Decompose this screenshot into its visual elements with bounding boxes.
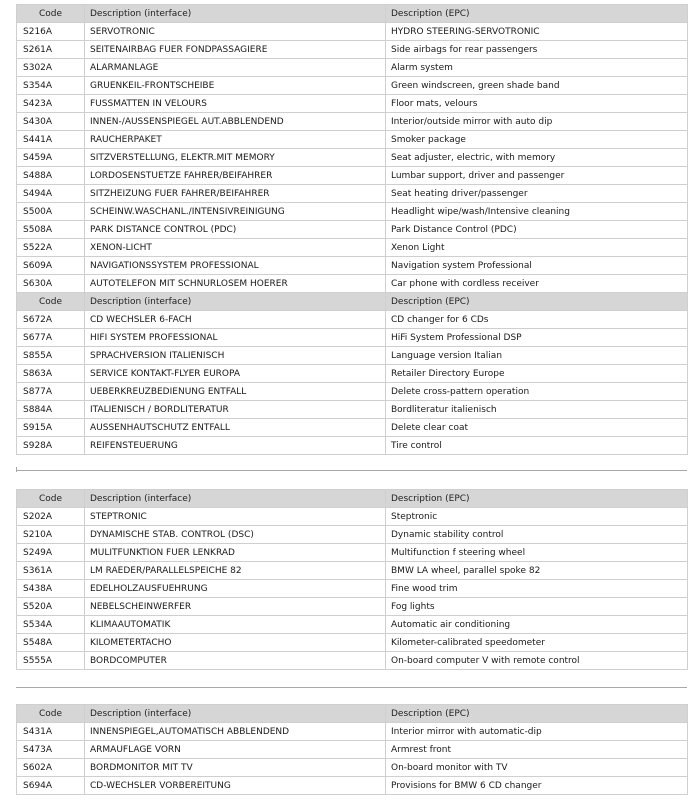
option-epc-description: Fog lights bbox=[386, 598, 688, 616]
option-epc-description: Delete clear coat bbox=[386, 419, 688, 437]
option-interface-description: REIFENSTEUERUNG bbox=[85, 437, 386, 455]
table-row bbox=[17, 149, 688, 167]
option-code: S459A bbox=[17, 149, 85, 167]
option-code: S441A bbox=[17, 131, 85, 149]
option-interface-description: BORDCOMPUTER bbox=[85, 652, 386, 670]
option-epc-description: Interior mirror with automatic-dip bbox=[386, 723, 688, 741]
table-header-row bbox=[17, 705, 688, 723]
option-epc-description: Car phone with cordless receiver bbox=[386, 275, 688, 293]
header-code: Code bbox=[17, 490, 85, 508]
header-interface: Description (interface) bbox=[85, 490, 386, 508]
table-row bbox=[17, 113, 688, 131]
table-row bbox=[17, 203, 688, 221]
option-epc-description: Kilometer-calibrated speedometer bbox=[386, 634, 688, 652]
table-row bbox=[17, 41, 688, 59]
option-interface-description: AUTOTELEFON MIT SCHNURLOSEM HOERER bbox=[85, 275, 386, 293]
option-interface-description: SERVICE KONTAKT-FLYER EUROPA bbox=[85, 365, 386, 383]
table-header-row bbox=[17, 5, 688, 23]
table-row bbox=[17, 562, 688, 580]
option-interface-description: CD-WECHSLER VORBEREITUNG bbox=[85, 777, 386, 795]
option-interface-description: SITZVERSTELLUNG, ELEKTR.MIT MEMORY bbox=[85, 149, 386, 167]
option-interface-description: XENON-LICHT bbox=[85, 239, 386, 257]
table-row bbox=[17, 580, 688, 598]
table-row bbox=[17, 544, 688, 562]
option-epc-description: Alarm system bbox=[386, 59, 688, 77]
option-interface-description: EDELHOLZAUSFUEHRUNG bbox=[85, 580, 386, 598]
option-epc-description: Automatic air conditioning bbox=[386, 616, 688, 634]
option-interface-description: SERVOTRONIC bbox=[85, 23, 386, 41]
header-epc: Description (EPC) bbox=[386, 490, 688, 508]
option-code: S534A bbox=[17, 616, 85, 634]
option-code: S672A bbox=[17, 311, 85, 329]
option-epc-description: Bordliteratur italienisch bbox=[386, 401, 688, 419]
table-row bbox=[17, 59, 688, 77]
option-code: S555A bbox=[17, 652, 85, 670]
option-epc-description: Headlight wipe/wash/Intensive cleaning bbox=[386, 203, 688, 221]
option-interface-description: PARK DISTANCE CONTROL (PDC) bbox=[85, 221, 386, 239]
section-divider-2 bbox=[16, 687, 687, 688]
option-code: S249A bbox=[17, 544, 85, 562]
option-interface-description: AUSSENHAUTSCHUTZ ENTFALL bbox=[85, 419, 386, 437]
option-epc-description: CD changer for 6 CDs bbox=[386, 311, 688, 329]
option-interface-description: INNEN-/AUSSENSPIEGEL AUT.ABBLENDEND bbox=[85, 113, 386, 131]
table-row bbox=[17, 23, 688, 41]
table-row bbox=[17, 95, 688, 113]
table-row bbox=[17, 365, 688, 383]
option-epc-description: Tire control bbox=[386, 437, 688, 455]
table-row bbox=[17, 329, 688, 347]
table-row bbox=[17, 275, 688, 293]
option-code: S423A bbox=[17, 95, 85, 113]
table-row bbox=[17, 777, 688, 795]
option-interface-description: DYNAMISCHE STAB. CONTROL (DSC) bbox=[85, 526, 386, 544]
option-code: S261A bbox=[17, 41, 85, 59]
header-interface: Description (interface) bbox=[85, 705, 386, 723]
table-row bbox=[17, 311, 688, 329]
header-code: Code bbox=[17, 5, 85, 23]
option-interface-description: UEBERKREUZBEDIENUNG ENTFALL bbox=[85, 383, 386, 401]
option-interface-description: KLIMAAUTOMATIK bbox=[85, 616, 386, 634]
option-code: S520A bbox=[17, 598, 85, 616]
table-row bbox=[17, 437, 688, 455]
option-epc-description: Retailer Directory Europe bbox=[386, 365, 688, 383]
option-interface-description: SPRACHVERSION ITALIENISCH bbox=[85, 347, 386, 365]
option-interface-description: INNENSPIEGEL,AUTOMATISCH ABBLENDEND bbox=[85, 723, 386, 741]
table-row bbox=[17, 508, 688, 526]
options-table-3 bbox=[16, 704, 688, 795]
option-code: S354A bbox=[17, 77, 85, 95]
option-epc-description: On-board computer V with remote control bbox=[386, 652, 688, 670]
option-epc-description: Dynamic stability control bbox=[386, 526, 688, 544]
option-interface-description: ALARMANLAGE bbox=[85, 59, 386, 77]
option-interface-description: LORDOSENSTUETZE FAHRER/BEIFAHRER bbox=[85, 167, 386, 185]
option-epc-description: Seat adjuster, electric, with memory bbox=[386, 149, 688, 167]
option-code: S677A bbox=[17, 329, 85, 347]
option-interface-description: NAVIGATIONSSYSTEM PROFESSIONAL bbox=[85, 257, 386, 275]
option-interface-description: CD WECHSLER 6-FACH bbox=[85, 311, 386, 329]
option-epc-description: Steptronic bbox=[386, 508, 688, 526]
option-code: S361A bbox=[17, 562, 85, 580]
option-interface-description: SCHEINW.WASCHANL./INTENSIVREINIGUNG bbox=[85, 203, 386, 221]
option-code: S694A bbox=[17, 777, 85, 795]
option-epc-description: Seat heating driver/passenger bbox=[386, 185, 688, 203]
option-epc-description: Floor mats, velours bbox=[386, 95, 688, 113]
option-code: S863A bbox=[17, 365, 85, 383]
option-interface-description: MULITFUNKTION FUER LENKRAD bbox=[85, 544, 386, 562]
section-divider bbox=[16, 470, 687, 471]
option-interface-description: NEBELSCHEINWERFER bbox=[85, 598, 386, 616]
option-epc-description: Interior/outside mirror with auto dip bbox=[386, 113, 688, 131]
option-interface-description: KILOMETERTACHO bbox=[85, 634, 386, 652]
option-interface-description: HIFI SYSTEM PROFESSIONAL bbox=[85, 329, 386, 347]
option-code: S548A bbox=[17, 634, 85, 652]
header-epc: Description (EPC) bbox=[386, 5, 688, 23]
table-row bbox=[17, 526, 688, 544]
option-code: S494A bbox=[17, 185, 85, 203]
options-table-1 bbox=[16, 4, 688, 455]
option-interface-description: ITALIENISCH / BORDLITERATUR bbox=[85, 401, 386, 419]
option-code: S500A bbox=[17, 203, 85, 221]
option-interface-description: RAUCHERPAKET bbox=[85, 131, 386, 149]
option-code: S630A bbox=[17, 275, 85, 293]
header-epc: Description (EPC) bbox=[386, 705, 688, 723]
option-interface-description: ARMAUFLAGE VORN bbox=[85, 741, 386, 759]
option-interface-description: SEITENAIRBAG FUER FONDPASSAGIERE bbox=[85, 41, 386, 59]
option-epc-description: Park Distance Control (PDC) bbox=[386, 221, 688, 239]
option-epc-description: Side airbags for rear passengers bbox=[386, 41, 688, 59]
table-row bbox=[17, 741, 688, 759]
table-row bbox=[17, 239, 688, 257]
option-code: S216A bbox=[17, 23, 85, 41]
table-row bbox=[17, 598, 688, 616]
option-code: S430A bbox=[17, 113, 85, 131]
option-epc-description: HiFi System Professional DSP bbox=[386, 329, 688, 347]
table-row bbox=[17, 77, 688, 95]
option-epc-description: Green windscreen, green shade band bbox=[386, 77, 688, 95]
option-epc-description: On-board monitor with TV bbox=[386, 759, 688, 777]
option-epc-description: Navigation system Professional bbox=[386, 257, 688, 275]
option-code: S202A bbox=[17, 508, 85, 526]
header-code: Code bbox=[17, 293, 85, 311]
option-code: S210A bbox=[17, 526, 85, 544]
option-code: S855A bbox=[17, 347, 85, 365]
header-interface: Description (interface) bbox=[85, 5, 386, 23]
table-row bbox=[17, 131, 688, 149]
option-code: S431A bbox=[17, 723, 85, 741]
option-epc-description: BMW LA wheel, parallel spoke 82 bbox=[386, 562, 688, 580]
option-epc-description: Delete cross-pattern operation bbox=[386, 383, 688, 401]
option-code: S522A bbox=[17, 239, 85, 257]
option-code: S508A bbox=[17, 221, 85, 239]
table-row bbox=[17, 221, 688, 239]
table-row bbox=[17, 347, 688, 365]
table-row bbox=[17, 759, 688, 777]
option-code: S928A bbox=[17, 437, 85, 455]
table-row bbox=[17, 723, 688, 741]
option-code: S302A bbox=[17, 59, 85, 77]
table-row bbox=[17, 634, 688, 652]
table-row bbox=[17, 616, 688, 634]
table-row bbox=[17, 383, 688, 401]
option-epc-description: Smoker package bbox=[386, 131, 688, 149]
option-code: S915A bbox=[17, 419, 85, 437]
option-code: S488A bbox=[17, 167, 85, 185]
option-code: S602A bbox=[17, 759, 85, 777]
option-epc-description: Lumbar support, driver and passenger bbox=[386, 167, 688, 185]
option-code: S609A bbox=[17, 257, 85, 275]
option-epc-description: Xenon Light bbox=[386, 239, 688, 257]
options-table-2 bbox=[16, 489, 688, 670]
table-header-row bbox=[17, 293, 688, 311]
option-code: S438A bbox=[17, 580, 85, 598]
option-epc-description: HYDRO STEERING-SERVOTRONIC bbox=[386, 23, 688, 41]
option-interface-description: SITZHEIZUNG FUER FAHRER/BEIFAHRER bbox=[85, 185, 386, 203]
header-epc: Description (EPC) bbox=[386, 293, 688, 311]
option-interface-description: GRUENKEIL-FRONTSCHEIBE bbox=[85, 77, 386, 95]
table-row bbox=[17, 419, 688, 437]
option-code: S473A bbox=[17, 741, 85, 759]
header-code: Code bbox=[17, 705, 85, 723]
option-interface-description: LM RAEDER/PARALLELSPEICHE 82 bbox=[85, 562, 386, 580]
table-row bbox=[17, 167, 688, 185]
table-row bbox=[17, 652, 688, 670]
option-epc-description: Language version Italian bbox=[386, 347, 688, 365]
table-row bbox=[17, 185, 688, 203]
option-code: S877A bbox=[17, 383, 85, 401]
option-epc-description: Armrest front bbox=[386, 741, 688, 759]
option-interface-description: FUSSMATTEN IN VELOURS bbox=[85, 95, 386, 113]
option-interface-description: STEPTRONIC bbox=[85, 508, 386, 526]
option-interface-description: BORDMONITOR MIT TV bbox=[85, 759, 386, 777]
option-epc-description: Fine wood trim bbox=[386, 580, 688, 598]
option-code: S884A bbox=[17, 401, 85, 419]
option-epc-description: Multifunction f steering wheel bbox=[386, 544, 688, 562]
table-header-row bbox=[17, 490, 688, 508]
table-row bbox=[17, 257, 688, 275]
header-interface: Description (interface) bbox=[85, 293, 386, 311]
option-epc-description: Provisions for BMW 6 CD changer bbox=[386, 777, 688, 795]
table-row bbox=[17, 401, 688, 419]
